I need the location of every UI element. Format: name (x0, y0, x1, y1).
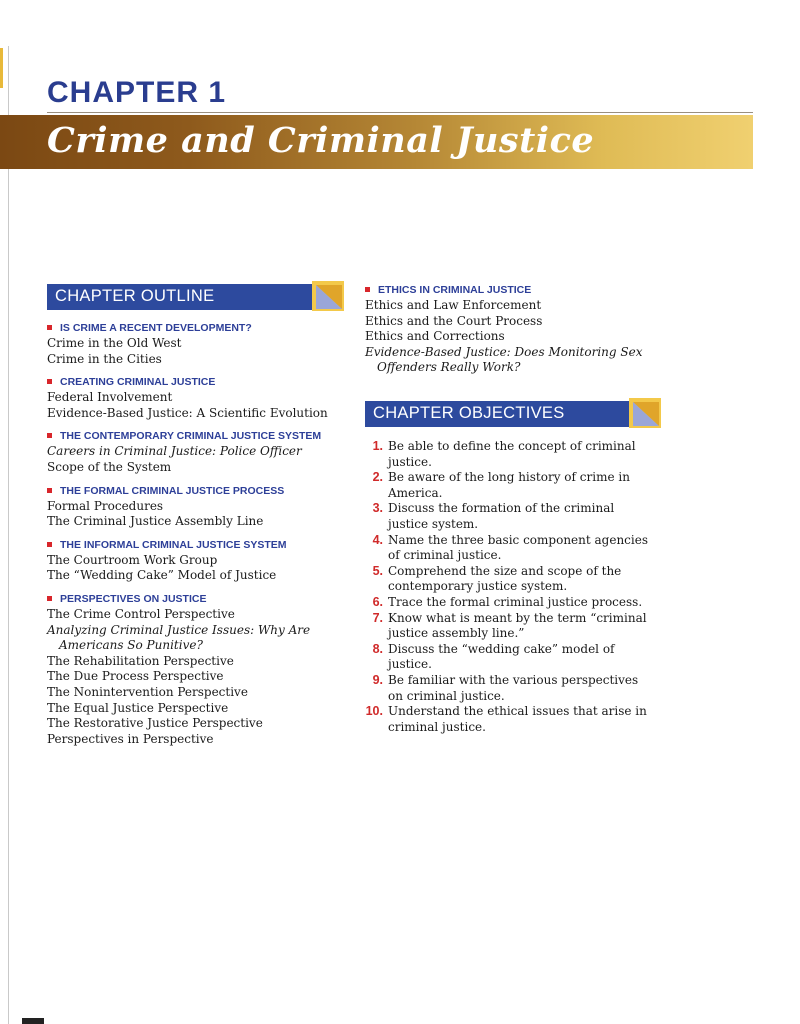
outline-section (365, 283, 665, 376)
objective-text: Understand the ethical issues that arise in criminal justice. (388, 704, 647, 734)
objective-number: 3. (372, 501, 383, 516)
objective-number: 7. (372, 610, 383, 625)
outline-section-heading-text: IS CRIME A RECENT DEVELOPMENT? (60, 322, 252, 334)
outline-entry: Crime in the Cities (47, 351, 162, 366)
objective-item (365, 439, 655, 470)
objective-text: Be aware of the long history of crime in America. (388, 470, 630, 500)
page-edge-rule (8, 46, 9, 1024)
outline-entry: The Nonintervention Perspective (47, 684, 248, 699)
outline-section-heading-text: ETHICS IN CRIMINAL JUSTICE (378, 284, 532, 296)
outline-heading: CHAPTER OUTLINE (55, 287, 215, 305)
outline-entry: The Equal Justice Perspective (47, 700, 229, 715)
outline-section-heading-text: CREATING CRIMINAL JUSTICE (60, 376, 216, 389)
outline-entry: Careers in Criminal Justice: Police Officer (47, 444, 302, 459)
outline-header (47, 284, 317, 310)
objective-item (365, 564, 655, 595)
outline-section (47, 429, 347, 475)
outline-entry: The Courtroom Work Group (47, 552, 218, 567)
objective-text: Discuss the formation of the criminal justice system. (388, 501, 615, 531)
outline-entry: Ethics and Corrections (365, 329, 505, 344)
objective-item (365, 704, 655, 735)
outline-entry: Evidence-Based Justice: A Scientific Evolution (47, 405, 328, 420)
outline-section-heading-text: THE CONTEMPORARY CRIMINAL JUSTICE SYSTEM (60, 430, 322, 443)
outline-section (47, 592, 347, 747)
outline-entry: Evidence-Based Justice: Does Monitoring Sex Offenders Really Work? (365, 344, 643, 375)
square-bullet-icon (365, 287, 370, 292)
outline-left-column (47, 321, 347, 747)
outline-entry: Ethics and the Court Process (365, 313, 543, 328)
outline-entry: The Crime Control Perspective (47, 606, 235, 621)
outline-section-heading (47, 538, 347, 553)
objective-item (365, 533, 655, 564)
square-bullet-icon (47, 325, 52, 330)
objective-item (365, 673, 655, 704)
objective-text: Name the three basic component agencies of criminal justice. (388, 532, 648, 563)
objective-number: 4. (372, 532, 383, 547)
outline-entry: The Rehabilitation Perspective (47, 653, 234, 668)
objectives-heading: CHAPTER OBJECTIVES (373, 404, 565, 422)
outline-entry: The “Wedding Cake” Model of Justice (47, 568, 277, 583)
square-bullet-icon (47, 433, 52, 438)
outline-entry: Scope of the System (47, 459, 172, 474)
outline-entry: Formal Procedures (47, 498, 164, 513)
objective-number: 5. (372, 563, 383, 578)
outline-corner-icon (312, 281, 344, 311)
objectives-column (365, 439, 655, 735)
objectives-list (365, 439, 655, 735)
objective-text: Comprehend the size and scope of the contemporary justice system. (388, 563, 622, 594)
objective-item (365, 470, 655, 501)
square-bullet-icon (47, 596, 52, 601)
objective-item (365, 611, 655, 642)
outline-section-heading-text: PERSPECTIVES ON JUSTICE (60, 592, 207, 605)
objective-item (365, 642, 655, 673)
outline-entry: Analyzing Criminal Justice Issues: Why Are Americans So Punitive? (47, 622, 311, 653)
outline-entry: The Criminal Justice Assembly Line (47, 514, 264, 529)
objective-text: Discuss the “wedding cake” model of justice. (388, 641, 615, 672)
outline-section (47, 484, 347, 530)
outline-section-heading (47, 429, 347, 444)
page-edge-tab (0, 48, 3, 88)
outline-right-column (365, 283, 665, 376)
objective-number: 8. (372, 641, 383, 656)
objective-number: 1. (372, 439, 383, 453)
objective-number: 10. (365, 704, 383, 719)
objectives-corner-icon (629, 398, 661, 428)
objective-item (365, 595, 655, 611)
outline-section-heading-text: THE INFORMAL CRIMINAL JUSTICE SYSTEM (60, 538, 287, 551)
outline-entry: Ethics and Law Enforcement (365, 298, 542, 312)
outline-entry: Federal Involvement (47, 390, 173, 405)
outline-section-heading (47, 321, 347, 336)
outline-section (47, 375, 347, 421)
outline-entry: Perspectives in Perspective (47, 731, 214, 746)
chapter-title: Crime and Criminal Justice (47, 120, 595, 161)
chapter-divider (47, 112, 753, 113)
outline-section-heading (47, 484, 347, 499)
outline-entry: Crime in the Old West (47, 336, 182, 350)
objective-text: Trace the formal criminal justice process. (388, 594, 643, 609)
chapter-label: CHAPTER 1 (47, 76, 227, 109)
objectives-header (365, 401, 635, 427)
square-bullet-icon (47, 542, 52, 547)
outline-section-heading (47, 375, 347, 390)
outline-section-heading-text: THE FORMAL CRIMINAL JUSTICE PROCESS (60, 484, 285, 497)
objective-number: 2. (372, 470, 383, 485)
outline-section (47, 321, 347, 367)
outline-entry: The Restorative Justice Perspective (47, 716, 263, 731)
objective-text: Be able to define the concept of criminal justice. (388, 439, 636, 469)
outline-section-heading (365, 283, 665, 298)
objective-number: 6. (372, 594, 383, 609)
outline-section (47, 538, 347, 584)
outline-section-heading (47, 592, 347, 607)
square-bullet-icon (47, 379, 52, 384)
objective-number: 9. (372, 672, 383, 687)
objective-item (365, 501, 655, 532)
page-corner-mark (22, 1018, 44, 1024)
objective-text: Be familiar with the various perspectives on criminal justice. (388, 672, 639, 703)
outline-entry: The Due Process Perspective (47, 669, 224, 684)
objective-text: Know what is meant by the term “criminal justice assembly line.” (388, 610, 647, 641)
square-bullet-icon (47, 488, 52, 493)
